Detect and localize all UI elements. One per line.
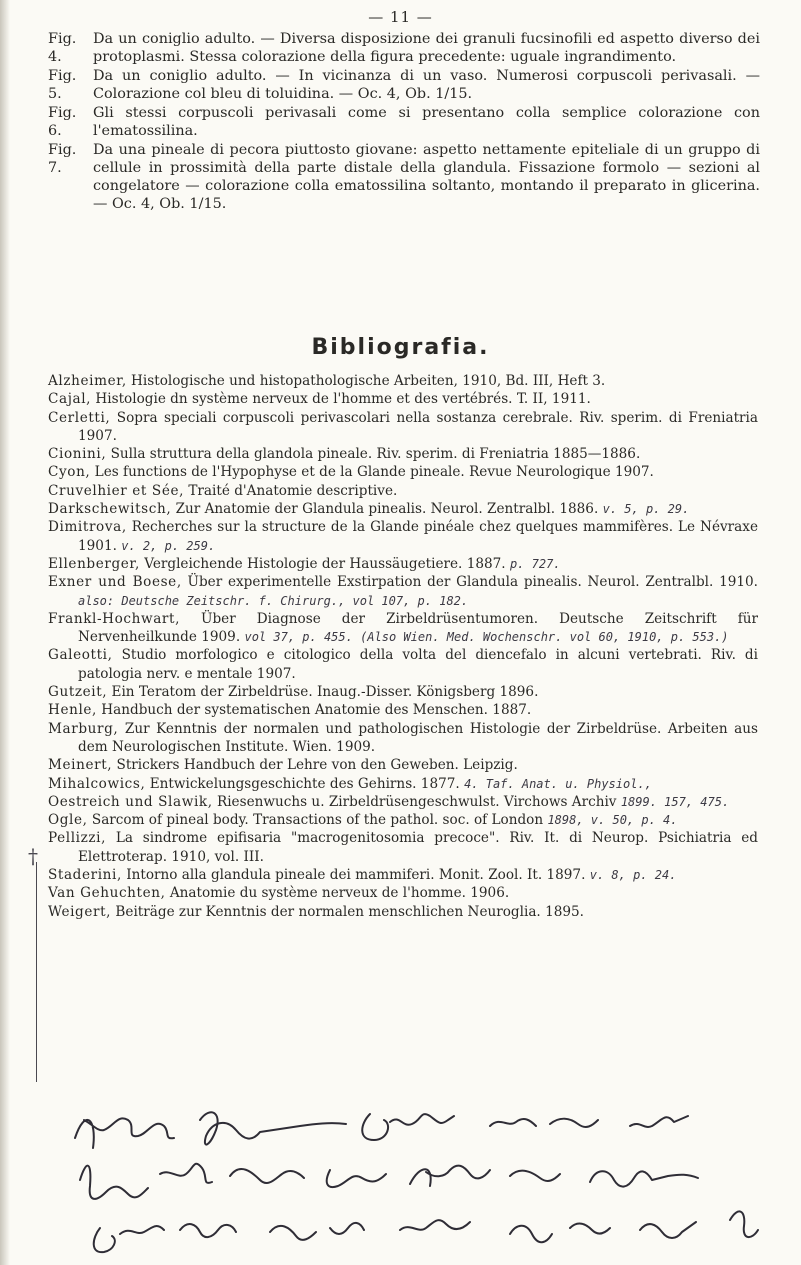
reference-entry [48,518,758,555]
reference-author: Cyon, [48,464,91,481]
figure-text: Da una pineale di pecora piuttosto giovane: aspetto nettamente epiteliale di un gruppo di cellule in prossimità della parte distale della glandula. Fissazione formolo — sezioni al congelatore — colorazione colla ematossilina soltanto, montando il preparato in glicerina. — Oc. 4, Ob. 1/15. [93,142,760,212]
reference-author: Van Gehuchten, [48,885,166,902]
reference-text: Zur Kenntnis der normalen und pathologischen Histologie der Zirbeldrüse. Arbeiten aus dem Neurologischen Institute. Wien. 1909. [78,720,758,755]
reference-text: Histologische und histopathologische Arbeiten, 1910, Bd. III, Heft 3. [126,373,606,389]
reference-author: Cruvelhier et Sée, [48,482,185,499]
reference-author: Oestreich und Slawik, [48,793,213,810]
reference-text: Intorno alla glandula pineale dei mammiferi. Monit. Zool. It. 1897. [121,867,586,884]
figure-label: Fig. 4. [48,31,77,65]
handwritten-annotation: also: Deutsche Zeitschr. f. Chirurg., vol 107, p. 182. [78,593,469,608]
reference-entry [48,500,758,518]
reference-text: Riesenwuchs u. Zirbeldrüsengeschwulst. Virchows Archiv [212,793,617,810]
reference-entry [48,463,758,481]
reference-entry [48,701,758,719]
reference-text: Strickers Handbuch der Lehre von den Geweben. Leipzig. [112,757,518,774]
reference-text: Sulla struttura della glandola pineale. Riv. sperim. di Freniatria 1885—1886. [106,446,641,463]
margin-bracket-mark [36,862,47,1082]
reference-text: Beiträge zur Kenntnis der normalen menschlichen Neuroglia. 1895. [111,903,584,920]
figure-label: Fig. 7. [48,142,77,176]
reference-entry [48,372,758,390]
reference-text: Entwickelungsgeschichte des Gehirns. 1877. [145,775,460,792]
figure-label: Fig. 5. [48,68,77,102]
reference-text: Handbuch der systematischen Anatomie des Menschen. 1887. [96,702,532,719]
reference-text: La sindrome epifisaria "macrogenitosomia precoce". Riv. It. di Neurop. Psichiatria ed Elettroterap. 1910, vol. III. [78,830,758,865]
page-edge-shadow [0,0,10,1265]
reference-entry [48,829,758,866]
reference-author: Weigert, [48,903,112,920]
handwriting-scribble [70,1100,770,1260]
figure-text: Da un coniglio adulto. — Diversa disposizione dei granuli fucsinofili ed aspetto diverso dei protoplasmi. Stessa colorazione della figura precedente: uguale ingrandimento. [93,31,760,65]
reference-entry [48,610,758,647]
reference-list [48,372,758,921]
reference-entry [48,811,758,829]
reference-entry [48,775,758,793]
handwritten-annotation: v. 2, p. 259. [121,538,216,553]
reference-entry [48,756,758,774]
handwritten-annotation: v. 8, p. 24. [589,868,677,883]
reference-entry [48,793,758,811]
bibliography-heading: Bibliografia. [311,335,490,360]
handwritten-annotation: vol 37, p. 455. (Also Wien. Med. Wochenschr. vol 60, 1910, p. 553.) [244,630,729,645]
reference-text: Traité d'Anatomie descriptive. [184,482,398,499]
reference-entry [48,482,758,500]
reference-author: Exner und Boese, [48,574,182,591]
reference-entry [48,683,758,701]
reference-author: Dimitrova, [48,519,127,536]
reference-author: Cajal, [48,391,92,408]
figure-label: Fig. 6. [48,105,77,139]
reference-entry [48,555,758,573]
reference-text: Über Diagnose der Zirbeldrüsentumoren. Deutsche Zeitschrift für Nervenheilkunde 1909. [78,610,758,646]
reference-author: Marburg, [48,720,119,737]
handwritten-annotation: p. 727. [509,556,561,571]
reference-author: Pellizzi, [48,830,107,847]
figure-caption [48,141,760,213]
page-number: — 11 — [368,8,433,26]
reference-author: Galeotti, [48,647,113,664]
reference-text: Studio morfologico e citologico della volta del diencefalo in alcuni vertebrati. Riv. di patologia nerv. e mentale 1907. [78,647,758,682]
handwritten-annotation: v. 5, p. 29. [602,502,690,517]
reference-entry [48,884,758,902]
reference-author: Frankl-Hochwart, [48,610,180,627]
figure-caption [48,30,760,66]
figure-text: Da un coniglio adulto. — In vicinanza di un vaso. Numerosi corpuscoli perivasali. — Colorazione col bleu di toluidina. — Oc. 4, Ob. 1/15. [93,68,760,102]
handwritten-annotation: 1899. 157, 475. [620,794,730,809]
reference-entry [48,409,758,446]
figure-caption [48,104,760,140]
reference-text: Ein Teratom der Zirbeldrüse. Inaug.-Disser. Königsberg 1896. [107,684,539,701]
figure-captions [48,30,760,214]
pencil-cross-mark: † [28,844,38,868]
reference-author: Ellenberger, [48,555,140,572]
handwritten-annotation: 4. Taf. Anat. u. Physiol., [464,776,652,791]
reference-entry [48,646,758,683]
reference-entry [48,445,758,463]
reference-author: Mihalcowics, [48,775,146,792]
reference-entry [48,390,758,408]
handwritten-annotation: 1898, v. 50, p. 4. [547,813,678,828]
reference-entry [48,903,758,921]
reference-text: Vergleichende Histologie der Haussäugetiere. 1887. [139,555,506,572]
reference-author: Gutzeit, [48,684,108,701]
reference-author: Darkschewitsch, [48,501,172,518]
reference-text: Les functions de l'Hypophyse et de la Glande pineale. Revue Neurologique 1907. [90,464,654,481]
reference-author: Cionini, [48,446,107,463]
reference-author: Henle, [48,702,97,719]
reference-author: Alzheimer, [48,373,127,389]
reference-author: Meinert, [48,757,113,774]
reference-author: Staderini, [48,867,122,884]
reference-entry [48,573,758,610]
reference-entry [48,866,758,884]
reference-entry [48,720,758,757]
reference-text: Histologie dn système nerveux de l'homme et des vertébrés. T. II, 1911. [91,391,591,408]
figure-caption [48,67,760,103]
reference-text: Anatomie du système nerveux de l'homme. 1906. [165,885,510,902]
reference-text: Sopra speciali corpuscoli perivascolari nella sostanza cerebrale. Riv. sperim. di Freniatria 1907. [78,409,758,444]
reference-text: Über experimentelle Exstirpation der Glandula pinealis. Neurol. Zentralbl. 1910. [181,574,759,591]
reference-author: Ogle, [48,812,88,829]
reference-text: Recherches sur la structure de la Glande pinéale chez quelques mammifères. Le Névraxe 1901. [78,519,758,554]
reference-text: Sarcom of pineal body. Transactions of the pathol. soc. of London [87,812,544,829]
reference-text: Zur Anatomie der Glandula pinealis. Neurol. Zentralbl. 1886. [171,501,599,518]
reference-author: Cerletti, [48,409,111,426]
figure-text: Gli stessi corpuscoli perivasali come si presentano colla semplice colorazione con l'ematossilina. [93,105,760,139]
handwritten-note [70,1100,770,1260]
